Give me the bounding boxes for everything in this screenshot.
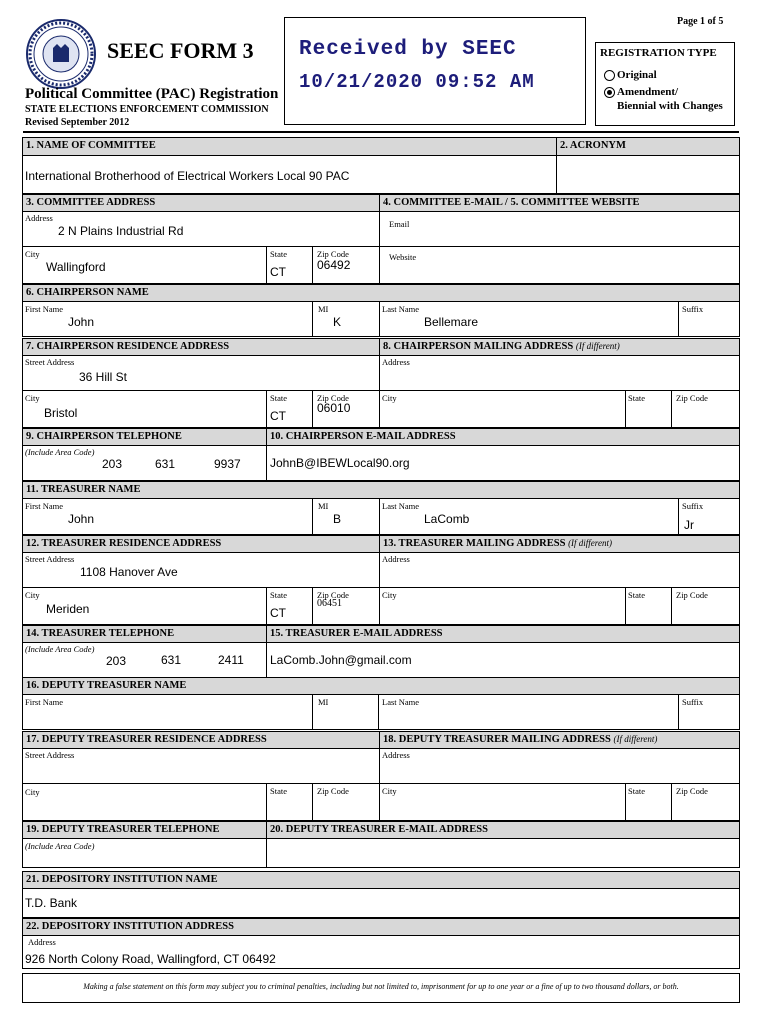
city-label: City: [382, 393, 397, 403]
chair-city-value: Bristol: [44, 406, 78, 420]
treasurer-email-value: LaComb.John@gmail.com: [270, 653, 412, 667]
zip-label: Zip Code: [676, 393, 708, 403]
address-label: Address: [25, 213, 53, 223]
radio-amendment-label-2: Biennial with Changes: [617, 100, 723, 112]
treasurer-first-name-field[interactable]: [22, 498, 313, 535]
section-3-header: 3. COMMITTEE ADDRESS: [22, 194, 380, 212]
depository-name-value: T.D. Bank: [25, 896, 78, 910]
section-2-header: 2. ACRONYM: [556, 137, 740, 156]
treasurer-first-name-value: John: [68, 512, 95, 526]
section-18-title: 18. DEPUTY TREASURER MAILING ADDRESS: [383, 734, 611, 745]
section-8-title: 8. CHAIRPERSON MAILING ADDRESS: [383, 341, 574, 352]
treasurer-city-value: Meriden: [46, 602, 90, 616]
committee-zip-value: 06492: [317, 258, 351, 272]
registration-type-title: REGISTRATION TYPE: [600, 47, 717, 59]
city-label: City: [25, 249, 40, 259]
section-4-header: 4. COMMITTEE E-MAIL / 5. COMMITTEE WEBSITE: [379, 194, 740, 212]
treasurer-phone-prefix: 631: [161, 653, 182, 667]
section-21-header: 21. DEPOSITORY INSTITUTION NAME: [22, 871, 740, 889]
form-subtitle: Political Committee (PAC) Registration: [25, 86, 279, 102]
chair-street-value: 36 Hill St: [79, 370, 128, 384]
website-label: Website: [389, 252, 417, 262]
section-20-header: 20. DEPUTY TREASURER E-MAIL ADDRESS: [266, 821, 740, 839]
section-13-note: (If different): [568, 538, 612, 548]
chair-first-name-field[interactable]: [22, 301, 313, 337]
treasurer-state-value: CT: [270, 606, 286, 620]
chair-phone-prefix: 631: [155, 457, 176, 471]
suffix-label: Suffix: [682, 501, 704, 511]
radio-original-label: Original: [617, 69, 657, 81]
chair-last-name-value: Bellemare: [424, 315, 479, 329]
section-22-header: 22. DEPOSITORY INSTITUTION ADDRESS: [22, 918, 740, 936]
depository-address-value: 926 North Colony Road, Wallingford, CT 06492: [25, 952, 276, 966]
zip-label: Zip Code: [317, 590, 349, 600]
chair-phone-line: 9937: [214, 457, 241, 471]
treasurer-phone-line: 2411: [218, 653, 244, 667]
zip-label: Zip Code: [317, 786, 349, 796]
address-label: Address: [382, 750, 410, 760]
suffix-label: Suffix: [682, 697, 704, 707]
section-14-header: 14. TREASURER TELEPHONE: [22, 625, 267, 643]
chair-state-value: CT: [270, 409, 286, 423]
first-name-label: First Name: [25, 697, 64, 707]
mi-label: MI: [318, 697, 329, 707]
address-label: Address: [382, 554, 410, 564]
section-11-header: 11. TREASURER NAME: [22, 481, 740, 499]
last-name-label: Last Name: [382, 501, 420, 511]
treasurer-street-field[interactable]: [22, 552, 380, 588]
received-stamp-datetime: 10/21/2020 09:52 AM: [299, 71, 535, 93]
committee-city-value: Wallingford: [46, 260, 106, 274]
committee-name-value: International Brotherhood of Electrical Workers Local 90 PAC: [25, 169, 350, 183]
chair-first-name-value: John: [68, 315, 95, 329]
area-code-note: (Include Area Code): [25, 644, 95, 654]
city-label: City: [25, 393, 40, 403]
section-19-header: 19. DEPUTY TREASURER TELEPHONE: [22, 821, 267, 839]
committee-state-value: CT: [270, 265, 286, 279]
deputy-mailing-city-field[interactable]: [379, 783, 626, 821]
depository-name-field[interactable]: [22, 888, 740, 918]
section-18-note: (If different): [613, 734, 658, 744]
zip-label: Zip Code: [676, 786, 708, 796]
deputy-mailing-address-field[interactable]: [379, 748, 740, 784]
page-number: Page 1 of 5: [677, 16, 724, 27]
treasurer-mi-value: B: [333, 512, 342, 526]
last-name-label: Last Name: [382, 304, 420, 314]
section-6-header: 6. CHAIRPERSON NAME: [22, 284, 740, 302]
section-1-header: 1. NAME OF COMMITTEE: [22, 137, 557, 156]
state-label: State: [270, 786, 287, 796]
radio-amendment-label: Amendment/: [617, 86, 679, 98]
form-title: SEEC FORM 3: [107, 38, 254, 63]
committee-website-field[interactable]: [379, 246, 740, 284]
deputy-first-name-field[interactable]: [22, 694, 313, 730]
state-label: State: [628, 590, 645, 600]
section-16-header: 16. DEPUTY TREASURER NAME: [22, 677, 740, 695]
area-code-note: (Include Area Code): [25, 447, 95, 457]
chair-zip-value: 06010: [317, 401, 351, 415]
city-label: City: [25, 787, 40, 797]
chair-email-value: JohnB@IBEWLocal90.org: [270, 456, 410, 470]
zip-label: Zip Code: [317, 393, 349, 403]
chair-street-field[interactable]: [22, 355, 380, 391]
agency-name: STATE ELECTIONS ENFORCEMENT COMMISSION: [25, 104, 269, 115]
zip-label: Zip Code: [676, 590, 708, 600]
mi-label: MI: [318, 501, 329, 511]
section-9-header: 9. CHAIRPERSON TELEPHONE: [22, 428, 267, 446]
treasurer-last-name-value: LaComb: [424, 512, 470, 526]
treasurer-mailing-city-field[interactable]: [379, 587, 626, 625]
header-divider: [23, 131, 739, 133]
deputy-city-field[interactable]: [22, 783, 267, 821]
state-label: State: [270, 249, 287, 259]
section-8-note: (If different): [575, 341, 620, 351]
chair-mi-value: K: [333, 315, 342, 329]
zip-label: Zip Code: [317, 249, 349, 259]
city-label: City: [25, 590, 40, 600]
deputy-email-field[interactable]: [266, 838, 740, 868]
treasurer-suffix-value: Jr: [684, 518, 694, 532]
street-label: Street Address: [25, 554, 75, 564]
chair-mailing-city-field[interactable]: [379, 390, 626, 428]
first-name-label: First Name: [25, 501, 64, 511]
address-label: Address: [28, 937, 56, 947]
acronym-field[interactable]: [556, 155, 740, 194]
treasurer-street-value: 1108 Hanover Ave: [80, 565, 178, 579]
street-label: Street Address: [25, 357, 75, 367]
area-code-note: (Include Area Code): [25, 841, 95, 851]
suffix-label: Suffix: [682, 304, 704, 314]
state-label: State: [270, 393, 287, 403]
email-label: Email: [389, 219, 410, 229]
deputy-last-name-field[interactable]: [378, 694, 679, 730]
last-name-label: Last Name: [382, 697, 420, 707]
radio-original[interactable]: [604, 70, 615, 81]
city-label: City: [382, 786, 397, 796]
section-13-header: [379, 535, 740, 553]
section-10-header: 10. CHAIRPERSON E-MAIL ADDRESS: [266, 428, 740, 446]
revision-date: Revised September 2012: [25, 117, 130, 128]
state-label: State: [628, 786, 645, 796]
treasurer-mailing-address-field[interactable]: [379, 552, 740, 588]
treasurer-zip-value: 06451: [317, 598, 342, 609]
section-13-title: 13. TREASURER MAILING ADDRESS: [383, 538, 566, 549]
treasurer-phone-area: 203: [106, 654, 127, 668]
section-15-header: 15. TREASURER E-MAIL ADDRESS: [266, 625, 740, 643]
first-name-label: First Name: [25, 304, 64, 314]
committee-email-field[interactable]: [379, 211, 740, 247]
deputy-street-field[interactable]: [22, 748, 380, 784]
chair-mailing-address-field[interactable]: [379, 355, 740, 391]
section-7-header: 7. CHAIRPERSON RESIDENCE ADDRESS: [22, 338, 380, 356]
address-label: Address: [382, 357, 410, 367]
section-12-header: 12. TREASURER RESIDENCE ADDRESS: [22, 535, 380, 553]
received-stamp-title: Received by SEEC: [299, 38, 517, 61]
radio-amendment[interactable]: [604, 87, 615, 98]
city-label: City: [382, 590, 397, 600]
penalty-notice: Making a false statement on this form may subject you to criminal penalties, including but not limited to, imprisonment for up to one year or a fine of up to two thousand dollars, or both.: [83, 982, 679, 991]
section-17-header: 17. DEPUTY TREASURER RESIDENCE ADDRESS: [22, 731, 380, 749]
state-label: State: [270, 590, 287, 600]
street-label: Street Address: [25, 750, 75, 760]
state-seal-icon: [25, 18, 97, 90]
section-18-header: [379, 731, 740, 749]
state-label: State: [628, 393, 645, 403]
committee-address-value: 2 N Plains Industrial Rd: [58, 224, 184, 238]
chair-phone-area: 203: [102, 457, 123, 471]
section-8-header: [379, 338, 740, 356]
mi-label: MI: [318, 304, 329, 314]
